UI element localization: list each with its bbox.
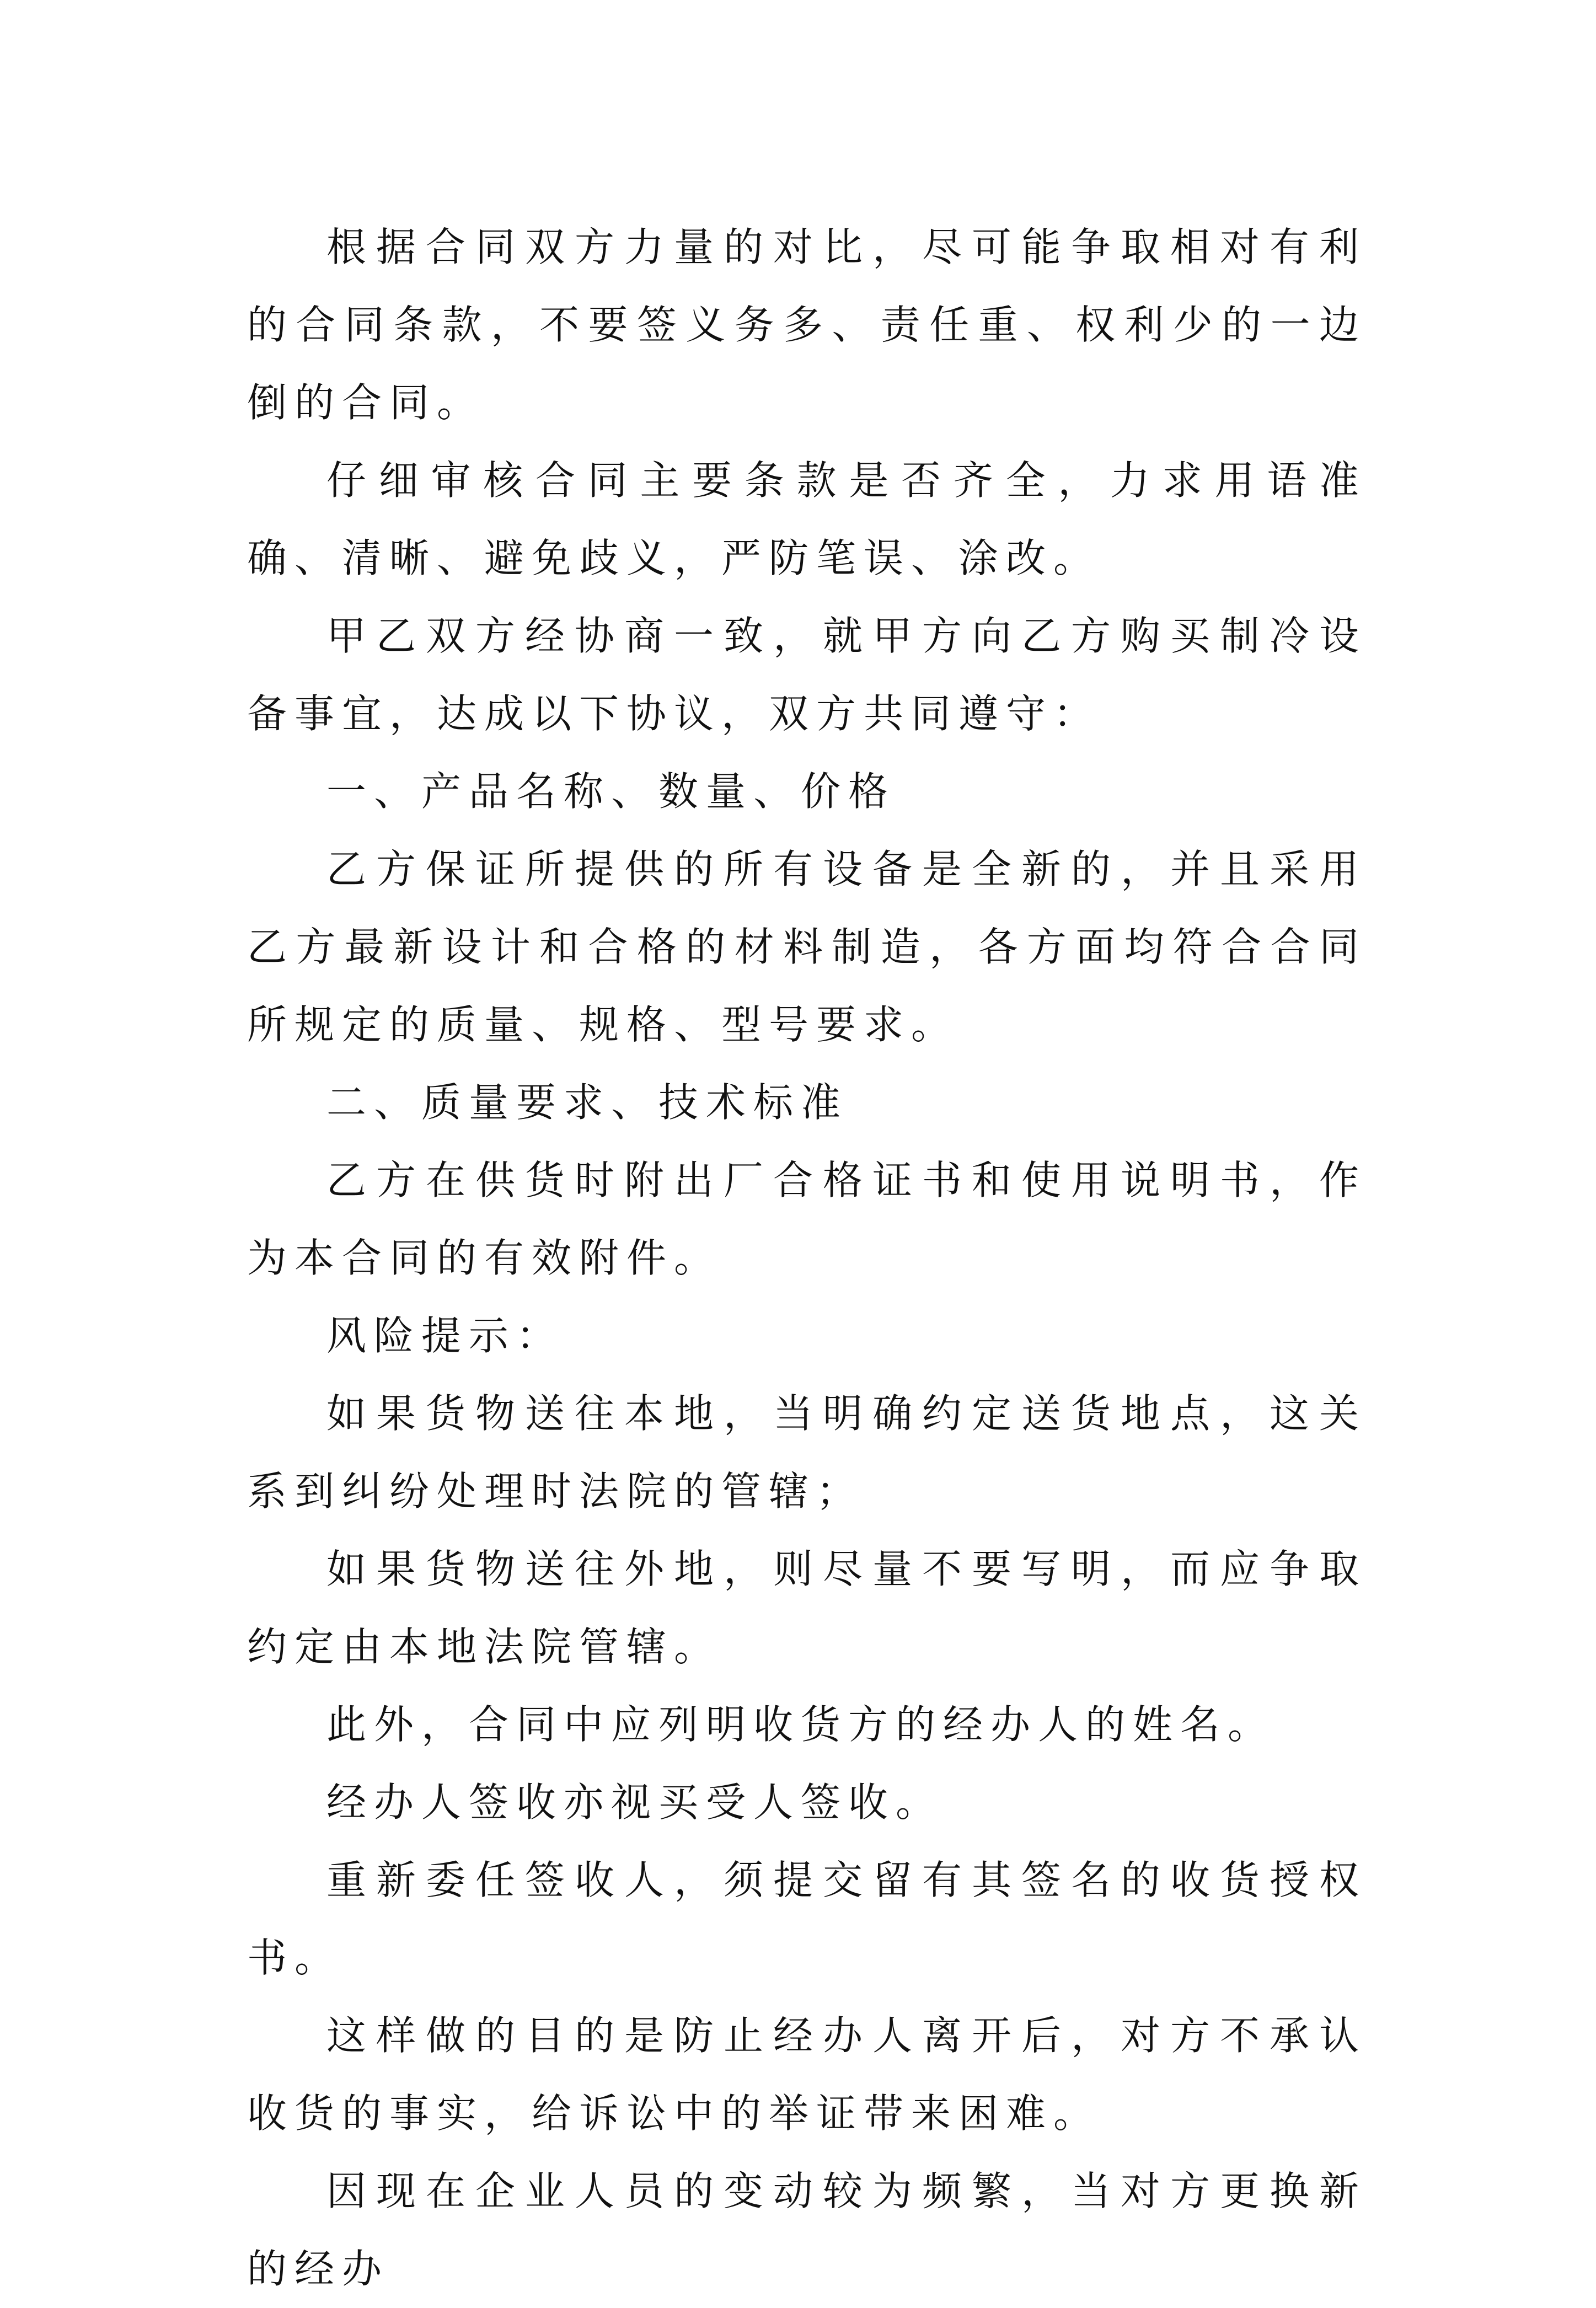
paragraph-staff-changes: 因现在企业人员的变动较为频繁，当对方更换新的经办 xyxy=(247,2168,1367,2292)
paragraph-local-delivery: 如果货物送往本地，当明确约定送货地点，这关系到纠纷处理时法院的管辖； xyxy=(247,1390,1367,1514)
paragraph-remote-delivery: 如果货物送往外地，则尽量不要写明，而应争取约定由本地法院管辖。 xyxy=(247,1546,1367,1670)
paragraph-negotiate-terms: 根据合同双方力量的对比，尽可能争取相对有利的合同条款，不要签义务多、责任重、权利少的一边倒的合同。 xyxy=(247,224,1367,426)
paragraph-purpose: 这样做的目的是防止经办人离开后，对方不承认收货的事实，给诉讼中的举证带来困难。 xyxy=(247,2012,1367,2136)
section-heading-quality: 二、质量要求、技术标准 xyxy=(326,1079,849,1126)
risk-notice-heading: 风险提示： xyxy=(326,1313,564,1359)
section-heading-product: 一、产品名称、数量、价格 xyxy=(326,768,896,815)
paragraph-agent-name: 此外，合同中应列明收货方的经办人的姓名。 xyxy=(326,1701,1276,1748)
paragraph-reappoint-signer: 重新委任签收人，须提交留有其签名的收货授权书。 xyxy=(247,1857,1367,1981)
document-body xyxy=(247,208,1367,2308)
paragraph-certificate: 乙方在供货时附出厂合格证书和使用说明书，作为本合同的有效附件。 xyxy=(247,1157,1367,1281)
paragraph-agent-signing: 经办人签收亦视买受人签收。 xyxy=(326,1779,944,1825)
paragraph-review-clauses: 仔细审核合同主要条款是否齐全，力求用语准确、清晰、避免歧义，严防笔误、涂改。 xyxy=(247,457,1367,581)
paragraph-agreement-intro: 甲乙双方经协商一致，就甲方向乙方购买制冷设备事宜，达成以下协议，双方共同遵守： xyxy=(247,613,1367,737)
paragraph-equipment-guarantee: 乙方保证所提供的所有设备是全新的，并且采用乙方最新设计和合格的材料制造，各方面均符合合同所规定的质量、规格、型号要求。 xyxy=(247,846,1367,1048)
